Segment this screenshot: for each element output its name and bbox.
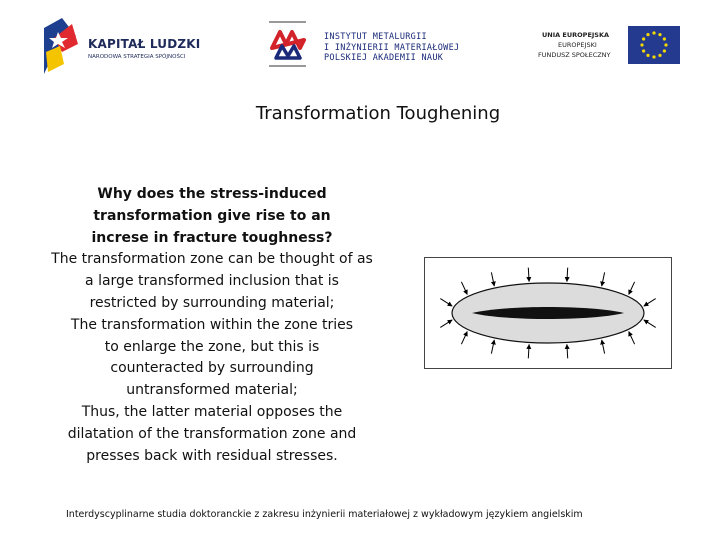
eu-star-icon bbox=[658, 33, 661, 36]
eu-star-icon bbox=[652, 31, 655, 34]
kapital-ludzki-subtitle: NARODOWA STRATEGIA SPÓJNOŚCI bbox=[88, 54, 186, 60]
eu-name-line-1: UNIA EUROPEJSKA bbox=[542, 31, 610, 39]
eu-star-icon bbox=[646, 33, 649, 36]
institute-name-line-2: I INŻYNIERII MATERIAŁOWEJ bbox=[324, 43, 460, 53]
eu-star-icon bbox=[640, 43, 643, 46]
slide-body bbox=[50, 184, 374, 467]
institute-name-line-1: INSTYTUT METALURGII bbox=[324, 32, 427, 42]
institute-emblem-icon bbox=[268, 20, 308, 68]
kapital-ludzki-logo bbox=[42, 18, 204, 74]
paragraph-zone-description: The transformation zone can be thought of as a large transformed inclusion that is restricted by surrounding material; bbox=[51, 251, 373, 311]
eu-logo bbox=[528, 24, 680, 66]
eu-star-icon bbox=[642, 37, 645, 40]
eu-star-icon bbox=[642, 49, 645, 52]
eu-star-icon bbox=[663, 37, 666, 40]
paragraph-residual-stresses: Thus, the latter material opposes the dilatation of the transformation zone and presses back with residual stresses. bbox=[67, 403, 357, 464]
eu-name-line-3: FUNDUSZ SPOŁECZNY bbox=[538, 51, 611, 59]
eu-flag-icon bbox=[628, 26, 680, 64]
eu-star-icon bbox=[658, 54, 661, 57]
kapital-ludzki-emblem-icon bbox=[42, 18, 82, 74]
paragraph-question: Why does the stress-induced transformation give rise to an increse in fracture toughness? bbox=[91, 186, 333, 246]
institute-logo bbox=[268, 20, 478, 70]
kapital-ludzki-title: KAPITAŁ LUDZKI bbox=[88, 37, 201, 51]
eu-star-icon bbox=[652, 55, 655, 58]
footer-text: Interdyscyplinarne studia doktoranckie z zakresu inżynierii materiałowej z wykładowym językiem angielskim bbox=[66, 509, 583, 520]
eu-star-icon bbox=[663, 49, 666, 52]
transformation-zone-diagram bbox=[424, 257, 672, 369]
institute-name-line-3: POLSKIEJ AKADEMII NAUK bbox=[324, 53, 444, 63]
eu-star-icon bbox=[664, 43, 667, 46]
paragraph-enlargement: The transformation within the zone tries to enlarge the zone, but this is counteracted by surrounding untransformed material; bbox=[70, 316, 354, 399]
eu-name-line-2: EUROPEJSKI bbox=[558, 41, 597, 49]
eu-star-icon bbox=[646, 54, 649, 57]
slide-title: Transformation Toughening bbox=[255, 103, 501, 124]
